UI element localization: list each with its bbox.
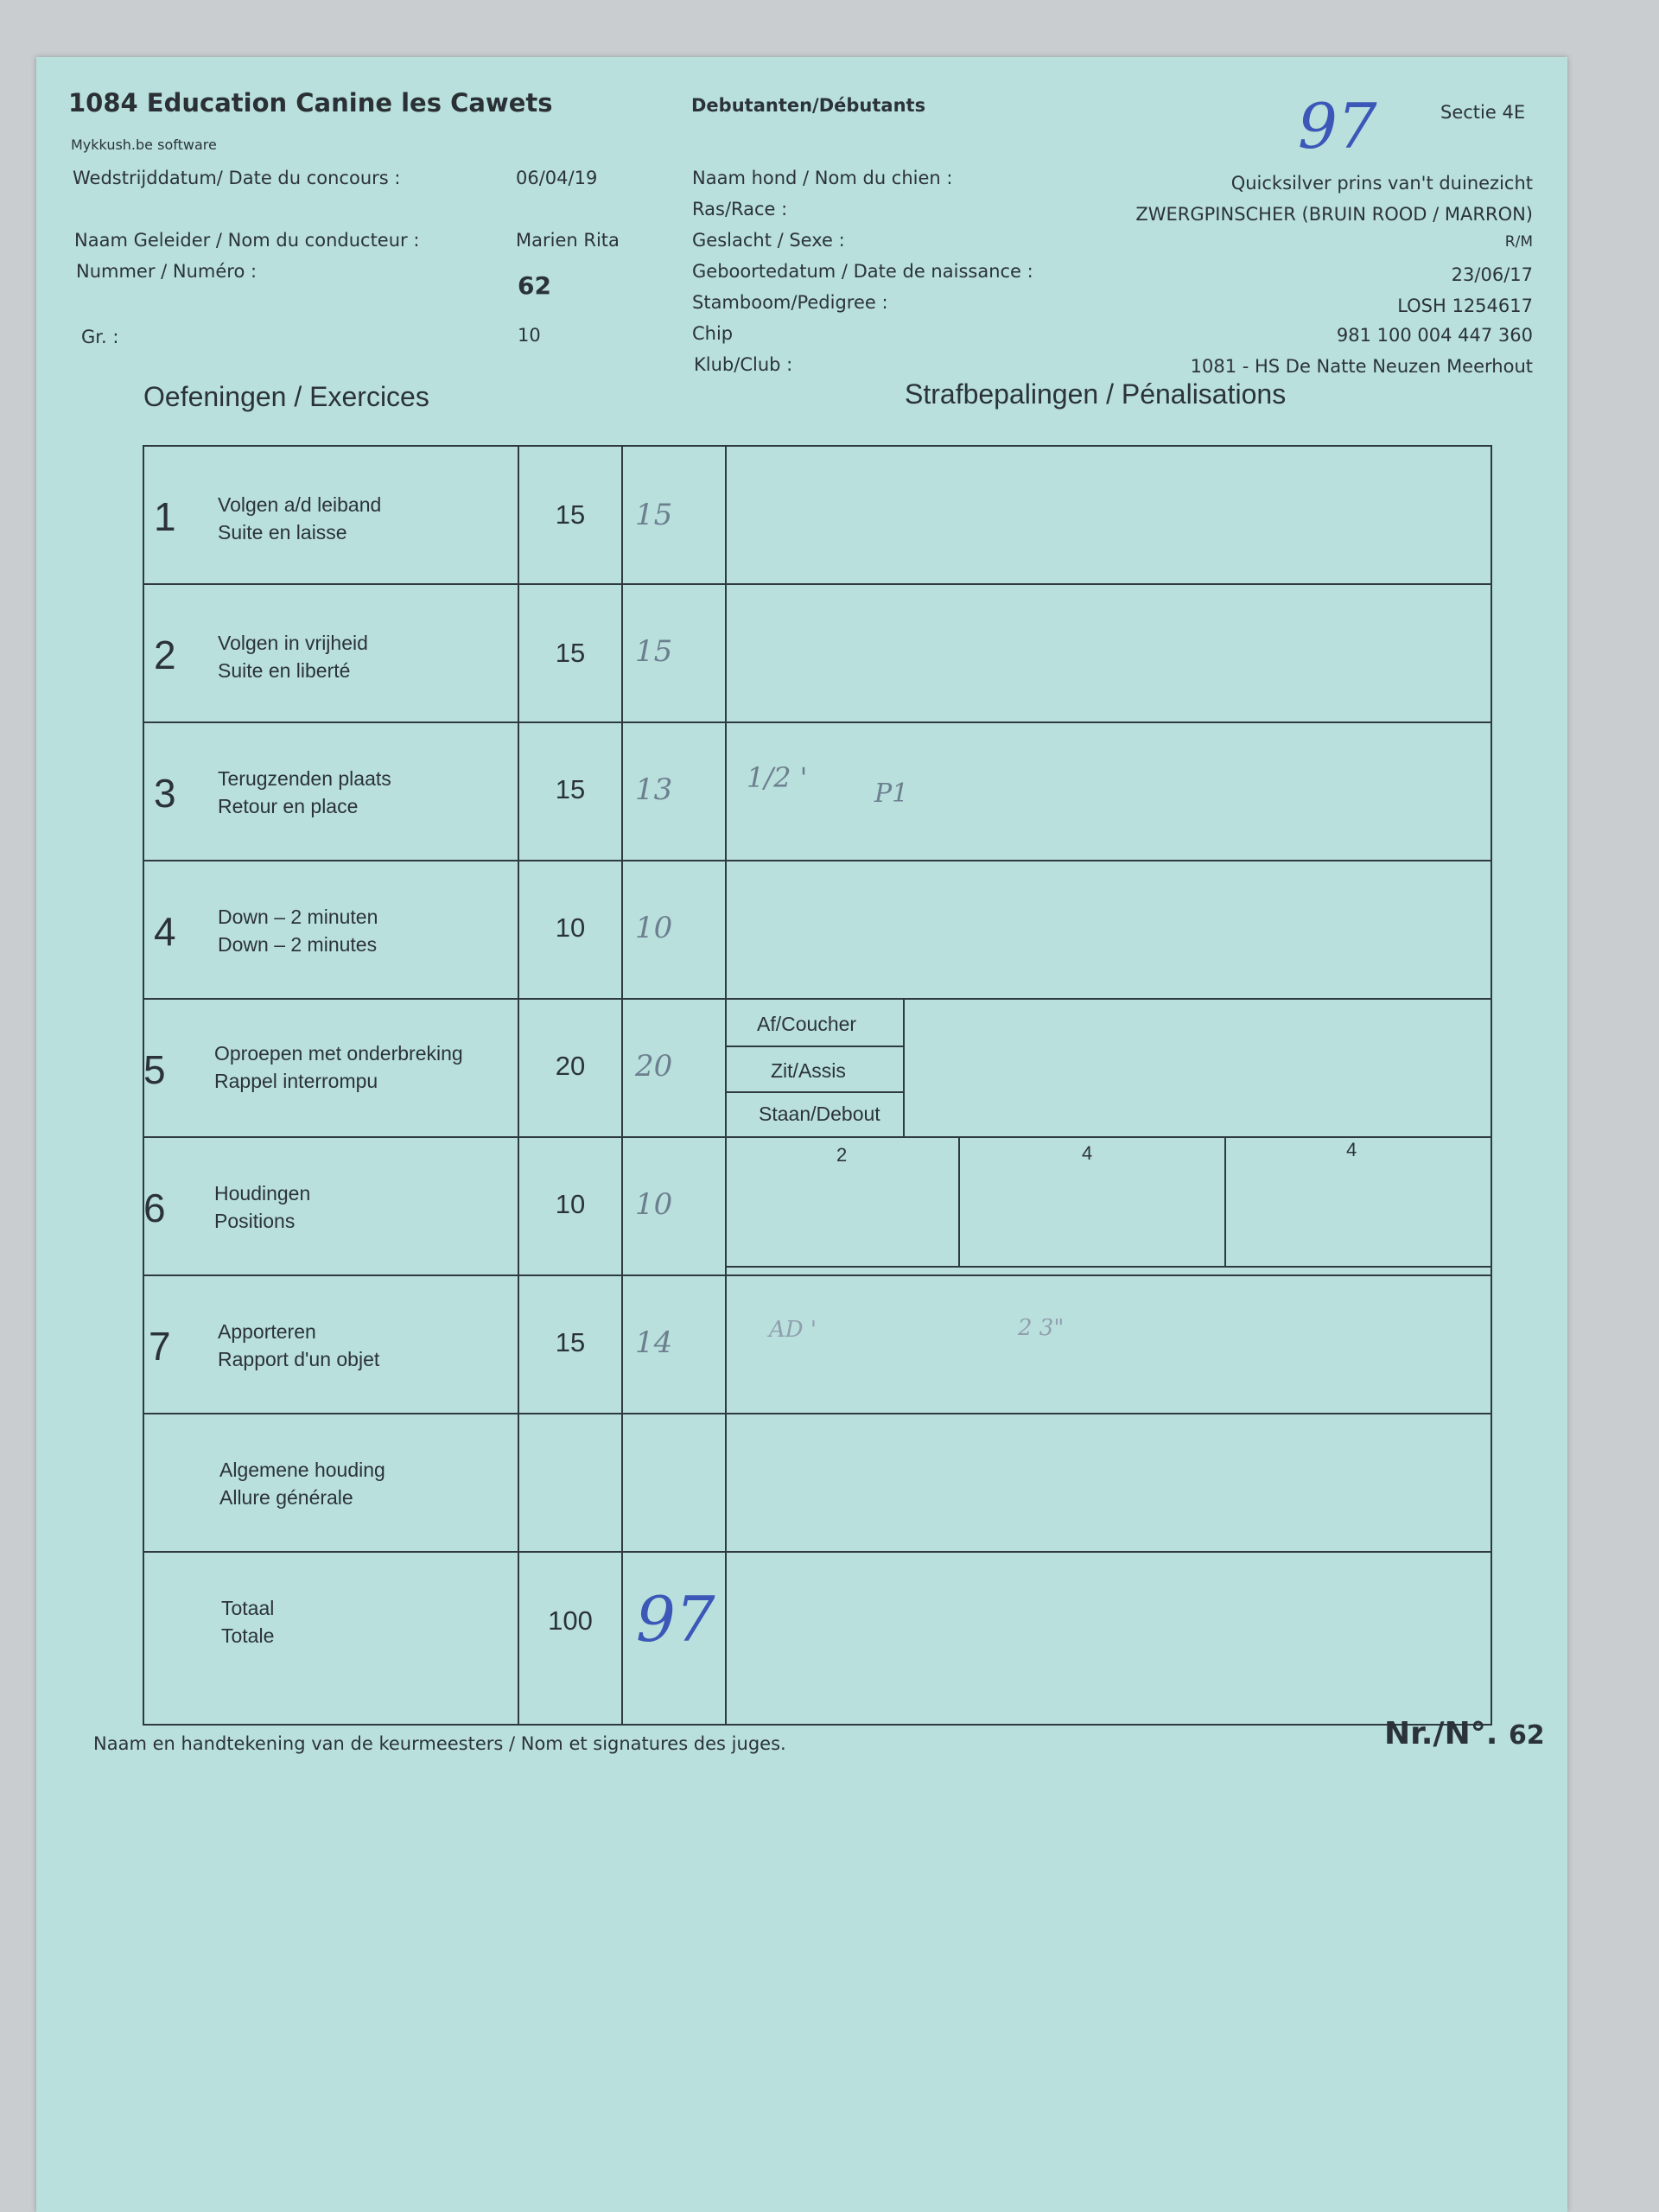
club-title: 1084 Education Canine les Cawets <box>68 88 553 118</box>
number-label: Nummer / Numéro : <box>76 261 257 282</box>
total-nl: Totaal <box>221 1597 275 1619</box>
exercise-3-nl: Terugzenden plaats <box>218 767 391 790</box>
exercise-1-score: 15 <box>635 498 673 532</box>
exercise-1-number: 1 <box>154 494 176 539</box>
pedigree-label: Stamboom/Pedigree : <box>692 292 888 313</box>
exercise-1-nl: Volgen a/d leiband <box>218 493 382 516</box>
exercise-7-nl: Apporteren <box>218 1320 316 1343</box>
section-label: Sectie 4E <box>1440 102 1526 123</box>
dog-name-value: Quicksilver prins van't duinezicht <box>1230 173 1533 194</box>
exercise-4-score: 10 <box>635 911 673 945</box>
birth-date-value: 23/06/17 <box>1451 264 1533 285</box>
birth-date-label: Geboortedatum / Date de naissance : <box>692 261 1033 282</box>
exercise-7-score: 14 <box>635 1325 673 1360</box>
exercise-4-nl: Down – 2 minuten <box>218 906 378 928</box>
chip-label: Chip <box>692 323 734 344</box>
total-max: 100 <box>548 1605 593 1636</box>
handwritten-total-score: 97 <box>1298 90 1377 162</box>
breed-value: ZWERGPINSCHER (BRUIN ROOD / MARRON) <box>1135 204 1533 225</box>
date-label: Wedstrijddatum/ Date du concours : <box>73 168 401 188</box>
sit-assis-box: Zit/Assis <box>771 1059 846 1082</box>
exercise-7-number: 7 <box>149 1324 171 1369</box>
total-score: 97 <box>636 1583 715 1656</box>
exercise-3-penalty-note: 1/2 ' <box>747 761 808 794</box>
exercise-7-max: 15 <box>555 1327 586 1357</box>
general-conduct-fr: Allure générale <box>219 1486 353 1509</box>
handler-value: Marien Rita <box>516 230 620 251</box>
general-conduct-nl: Algemene houding <box>219 1459 385 1481</box>
exercise-6-fr: Positions <box>214 1210 296 1232</box>
sex-label: Geslacht / Sexe : <box>692 230 845 251</box>
score-table-grid <box>36 57 1567 2212</box>
exercise-4-fr: Down – 2 minutes <box>218 933 378 956</box>
exercise-4-number: 4 <box>154 909 176 954</box>
exercise-7-penalty-note-2: 2 3" <box>1018 1315 1065 1341</box>
gr-label: Gr. : <box>81 327 119 347</box>
exercise-5-fr: Rappel interrompu <box>214 1070 378 1092</box>
exercise-2-nl: Volgen in vrijheid <box>218 632 368 654</box>
chip-value: 981 100 004 447 360 <box>1336 325 1533 346</box>
exercise-7-fr: Rapport d'un objet <box>218 1348 380 1370</box>
breed-label: Ras/Race : <box>692 199 788 219</box>
exercise-3-penalty-note-2: P1 <box>874 779 909 809</box>
exercise-5-max: 20 <box>555 1051 586 1081</box>
position-penalty-3: 4 <box>1346 1139 1357 1160</box>
judges-signature-caption: Naam en handtekening van de keurmeesters / Nom et signatures des juges. <box>93 1733 786 1754</box>
number-value: 62 <box>518 271 551 300</box>
club-value: 1081 - HS De Natte Neuzen Meerhout <box>1190 356 1533 377</box>
pedigree-value: LOSH 1254617 <box>1397 296 1533 316</box>
date-value: 06/04/19 <box>516 168 598 188</box>
exercise-3-fr: Retour en place <box>218 795 359 817</box>
gr-value: 10 <box>518 325 541 346</box>
dog-name-label: Naam hond / Nom du chien : <box>692 168 953 188</box>
exercise-3-score: 13 <box>635 772 673 807</box>
exercise-6-max: 10 <box>555 1189 586 1219</box>
exercise-3-number: 3 <box>154 771 176 816</box>
stand-debout-box: Staan/Debout <box>759 1103 880 1125</box>
exercise-5-nl: Oproepen met onderbreking <box>214 1042 463 1065</box>
exercise-5-score: 20 <box>635 1049 673 1084</box>
exercises-header: Oefeningen / Exercices <box>143 381 429 412</box>
exercise-5-number: 5 <box>143 1047 166 1092</box>
position-penalty-1: 2 <box>836 1144 848 1166</box>
exercise-2-fr: Suite en liberté <box>218 659 351 682</box>
down-coucher-box: Af/Coucher <box>757 1013 857 1035</box>
exercise-2-score: 15 <box>635 634 673 669</box>
exercise-4-max: 10 <box>555 912 586 943</box>
exercise-2-max: 15 <box>555 638 586 668</box>
penalties-header: Strafbepalingen / Pénalisations <box>905 378 1287 410</box>
exercise-7-penalty-note: AD ' <box>769 1317 817 1343</box>
position-penalty-2: 4 <box>1082 1142 1093 1164</box>
club-label: Klub/Club : <box>694 354 793 375</box>
sex-value: R/M <box>1504 233 1533 251</box>
sheet-number <box>1384 1716 1545 1751</box>
exercise-6-number: 6 <box>143 1185 166 1230</box>
exercise-3-max: 15 <box>555 774 586 804</box>
level-label: Debutanten/Débutants <box>691 95 926 116</box>
software-credit: Mykkush.be software <box>71 137 217 153</box>
exercise-1-max: 15 <box>555 499 586 530</box>
score-sheet <box>36 57 1567 2212</box>
handler-label: Naam Geleider / Nom du conducteur : <box>74 230 420 251</box>
sheet-number-label: Nr./N°. <box>1384 1716 1498 1751</box>
exercise-2-number: 2 <box>154 632 176 677</box>
exercise-6-nl: Houdingen <box>214 1182 311 1205</box>
exercise-6-score: 10 <box>635 1187 673 1222</box>
total-fr: Totale <box>221 1624 275 1647</box>
sheet-number-value: 62 <box>1508 1720 1545 1751</box>
exercise-1-fr: Suite en laisse <box>218 521 347 543</box>
